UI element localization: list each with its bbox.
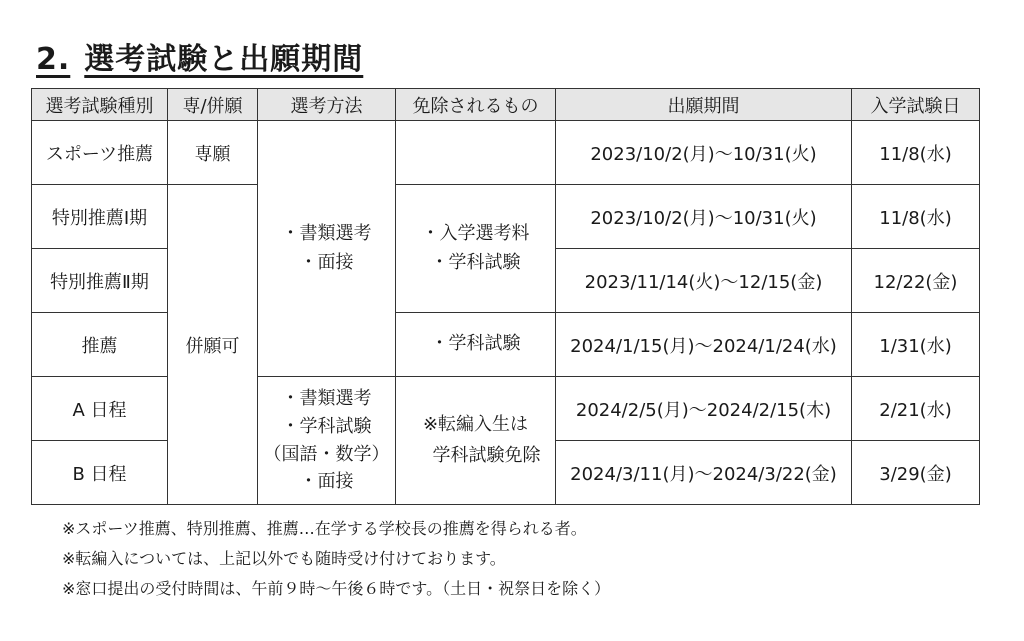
- header-apply-type: 専/併願: [168, 89, 258, 121]
- header-exam-date: 入学試験日: [852, 89, 980, 121]
- exam-kind-cell: 推薦: [32, 313, 168, 377]
- section-number: 2.: [36, 42, 71, 77]
- method-item: ・面接: [299, 471, 354, 493]
- exemption-item: ※転編入生は: [422, 413, 529, 435]
- section-heading: 選考試験と出願期間: [84, 42, 364, 77]
- footnote: ※スポーツ推薦、特別推薦、推薦…在学する学校長の推薦を得られる者。: [62, 519, 587, 538]
- schedule-table: [31, 88, 980, 505]
- table-header-row: [32, 89, 980, 121]
- exam-date-cell: 12/22(金): [852, 249, 980, 313]
- apply-type-cell: 専願: [168, 121, 258, 185]
- period-cell: 2024/1/15(月)～2024/1/24(水): [556, 313, 852, 377]
- table-row: [32, 121, 980, 185]
- footnote: ※転編入については、上記以外でも随時受け付けております。: [62, 549, 506, 568]
- exemption-item: 学科試験免除: [432, 444, 541, 466]
- method-item: （国語・数学）: [263, 443, 390, 465]
- exam-kind-cell: B 日程: [32, 441, 168, 505]
- exemption-cell: [396, 121, 556, 185]
- apply-type-cell: 併願可: [168, 185, 258, 505]
- exam-date-cell: 2/21(水): [852, 377, 980, 441]
- method-item: ・書類選考: [281, 387, 372, 409]
- exam-kind-cell: A 日程: [32, 377, 168, 441]
- exemption-cell: ・学科試験: [396, 313, 556, 377]
- table-row: [32, 185, 980, 249]
- header-period: 出願期間: [556, 89, 852, 121]
- exam-date-cell: 1/31(水): [852, 313, 980, 377]
- header-exemption: 免除されるもの: [396, 89, 556, 121]
- method-cell: [258, 121, 396, 377]
- section-title: [36, 34, 363, 78]
- exam-kind-cell: 特別推薦Ⅱ期: [32, 249, 168, 313]
- footnote: ※窓口提出の受付時間は、午前９時～午後６時です。（土日・祝祭日を除く）: [62, 579, 611, 598]
- exam-date-cell: 11/8(水): [852, 121, 980, 185]
- exam-date-cell: 11/8(水): [852, 185, 980, 249]
- period-cell: 2024/2/5(月)～2024/2/15(木): [556, 377, 852, 441]
- period-cell: 2023/10/2(月)～10/31(火): [556, 185, 852, 249]
- exemption-cell: [396, 377, 556, 505]
- method-item: ・面接: [299, 251, 354, 273]
- header-method: 選考方法: [258, 89, 396, 121]
- exemption-item: ・学科試験: [430, 251, 521, 273]
- period-cell: 2023/10/2(月)～10/31(火): [556, 121, 852, 185]
- header-exam-kind: 選考試験種別: [32, 89, 168, 121]
- exam-date-cell: 3/29(金): [852, 441, 980, 505]
- method-item: ・学科試験: [281, 415, 372, 437]
- exam-kind-cell: スポーツ推薦: [32, 121, 168, 185]
- exemption-cell: [396, 185, 556, 313]
- period-cell: 2023/11/14(火)～12/15(金): [556, 249, 852, 313]
- exam-kind-cell: 特別推薦Ⅰ期: [32, 185, 168, 249]
- method-item: ・書類選考: [281, 222, 372, 244]
- footnotes: [62, 514, 610, 604]
- method-cell: [258, 377, 396, 505]
- period-cell: 2024/3/11(月)～2024/3/22(金): [556, 441, 852, 505]
- exemption-item: ・入学選考料: [421, 222, 530, 244]
